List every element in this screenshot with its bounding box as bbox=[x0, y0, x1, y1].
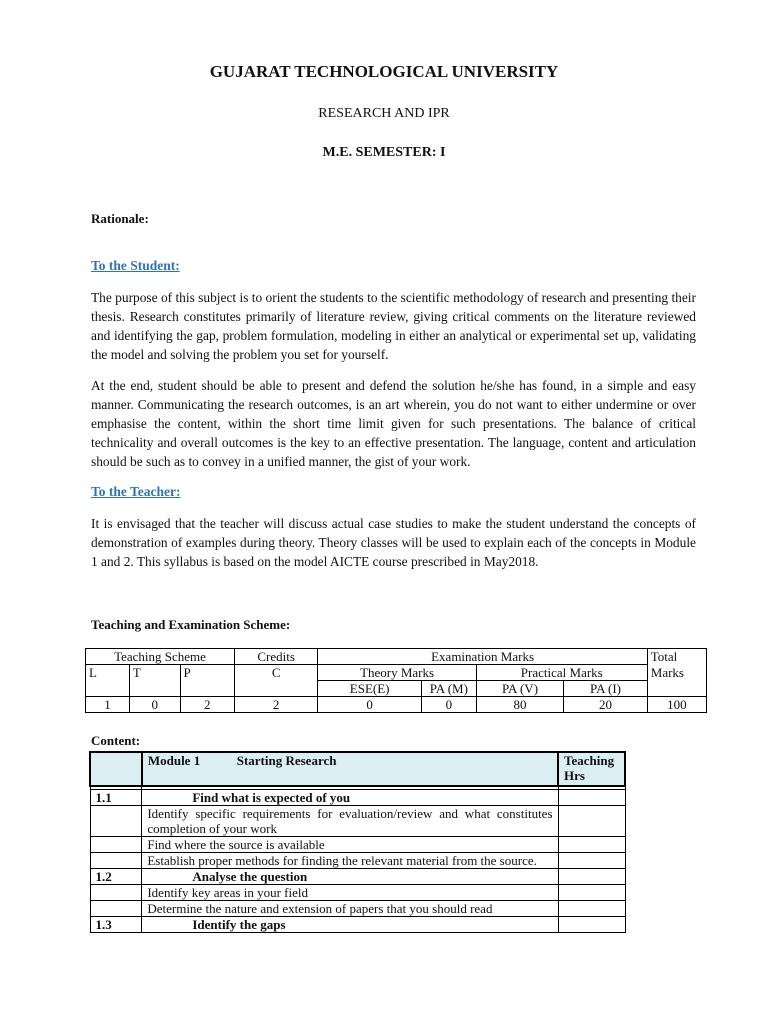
value-t: 0 bbox=[129, 697, 180, 713]
content-heading: Content: bbox=[91, 733, 141, 748]
l-header: L bbox=[86, 665, 130, 697]
section-number: 1.1 bbox=[90, 790, 142, 806]
university-title: GUJARAT TECHNOLOGICAL UNIVERSITY bbox=[209, 62, 559, 81]
ese-header: ESE(E) bbox=[318, 681, 422, 697]
value-ese: 0 bbox=[318, 697, 422, 713]
item-text: Identify key areas in your field bbox=[142, 885, 558, 901]
total-header: Total bbox=[647, 649, 706, 665]
p-header: P bbox=[180, 665, 234, 697]
teaching-scheme-header: Teaching Scheme bbox=[86, 649, 235, 665]
teaching-hrs-header: Teaching Hrs bbox=[558, 752, 625, 786]
value-l: 1 bbox=[86, 697, 130, 713]
content-item bbox=[90, 901, 625, 917]
module-label: Module 1 bbox=[147, 753, 201, 768]
section-row bbox=[90, 790, 625, 806]
section-title: Analyse the question bbox=[142, 869, 558, 885]
pa-i-header: PA (I) bbox=[564, 681, 648, 697]
section-title: Find what is expected of you bbox=[142, 790, 558, 806]
pa-m-header: PA (M) bbox=[421, 681, 476, 697]
value-pa-i: 20 bbox=[564, 697, 648, 713]
scheme-heading: Teaching and Examination Scheme: bbox=[91, 617, 291, 632]
rationale-heading: Rationale: bbox=[91, 211, 149, 226]
section-row bbox=[90, 869, 625, 885]
item-text: Identify specific requirements for evaluation/review and what constitutes completion of your work bbox=[142, 806, 558, 837]
scheme-values-row bbox=[86, 697, 707, 713]
module-header bbox=[142, 752, 558, 786]
scheme-table bbox=[85, 648, 707, 713]
item-text: Establish proper methods for finding the relevant material from the source. bbox=[142, 853, 558, 869]
student-paragraph-2: At the end, student should be able to present and defend the solution he/she has found, in a simple and easy manner. Communicating the research outcomes, is an art wherein, you do not want to either undermine or over emphasise the content, within the short time limit given for such presentations. The balance of critical technicality and overall outcomes is the key to an effective presentation. The language, content and articulation should be such as to convey in a unified manner, the gist of your work. bbox=[91, 378, 696, 469]
module-header-row bbox=[90, 752, 625, 786]
theory-marks-header: Theory Marks bbox=[318, 665, 476, 681]
content-item bbox=[90, 885, 625, 901]
value-pa-m: 0 bbox=[421, 697, 476, 713]
subject-title: RESEARCH AND IPR bbox=[318, 106, 450, 121]
student-heading: To the Student: bbox=[91, 258, 180, 273]
pa-v-header: PA (V) bbox=[476, 681, 563, 697]
content-item bbox=[90, 837, 625, 853]
content-item bbox=[90, 853, 625, 869]
credits-header: Credits bbox=[235, 649, 318, 665]
section-number: 1.3 bbox=[90, 917, 142, 933]
marks-header: Marks bbox=[647, 665, 706, 697]
t-header: T bbox=[129, 665, 180, 697]
value-p: 2 bbox=[180, 697, 234, 713]
content-item bbox=[90, 806, 625, 837]
value-total: 100 bbox=[647, 697, 706, 713]
student-paragraph-1: The purpose of this subject is to orient the students to the scientific methodology of research and presenting their thesis. Research constitutes primarily of literature review, giving critical comments on the literature reviewed and identifying the gap, problem formulation, modeling in either an analytical or experimental set up, validating the model and solving the problem you set for yourself. bbox=[91, 290, 696, 362]
item-text: Find where the source is available bbox=[142, 837, 558, 853]
section-number: 1.2 bbox=[90, 869, 142, 885]
content-table bbox=[89, 751, 626, 933]
semester-title: M.E. SEMESTER: I bbox=[322, 145, 446, 160]
exam-marks-header: Examination Marks bbox=[318, 649, 647, 665]
module-title: Starting Research bbox=[236, 753, 337, 768]
c-header: C bbox=[235, 665, 318, 697]
section-row bbox=[90, 917, 625, 933]
teacher-heading: To the Teacher: bbox=[91, 484, 181, 499]
practical-marks-header: Practical Marks bbox=[476, 665, 647, 681]
value-pa-v: 80 bbox=[476, 697, 563, 713]
value-c: 2 bbox=[235, 697, 318, 713]
teacher-paragraph: It is envisaged that the teacher will discuss actual case studies to make the student understand the concepts of demonstration of examples during theory. Theory classes will be used to explain each of the concepts in Module 1 and 2. This syllabus is based on the model AICTE course prescribed in May2018. bbox=[91, 516, 696, 569]
item-text: Determine the nature and extension of papers that you should read bbox=[142, 901, 558, 917]
section-title: Identify the gaps bbox=[142, 917, 558, 933]
